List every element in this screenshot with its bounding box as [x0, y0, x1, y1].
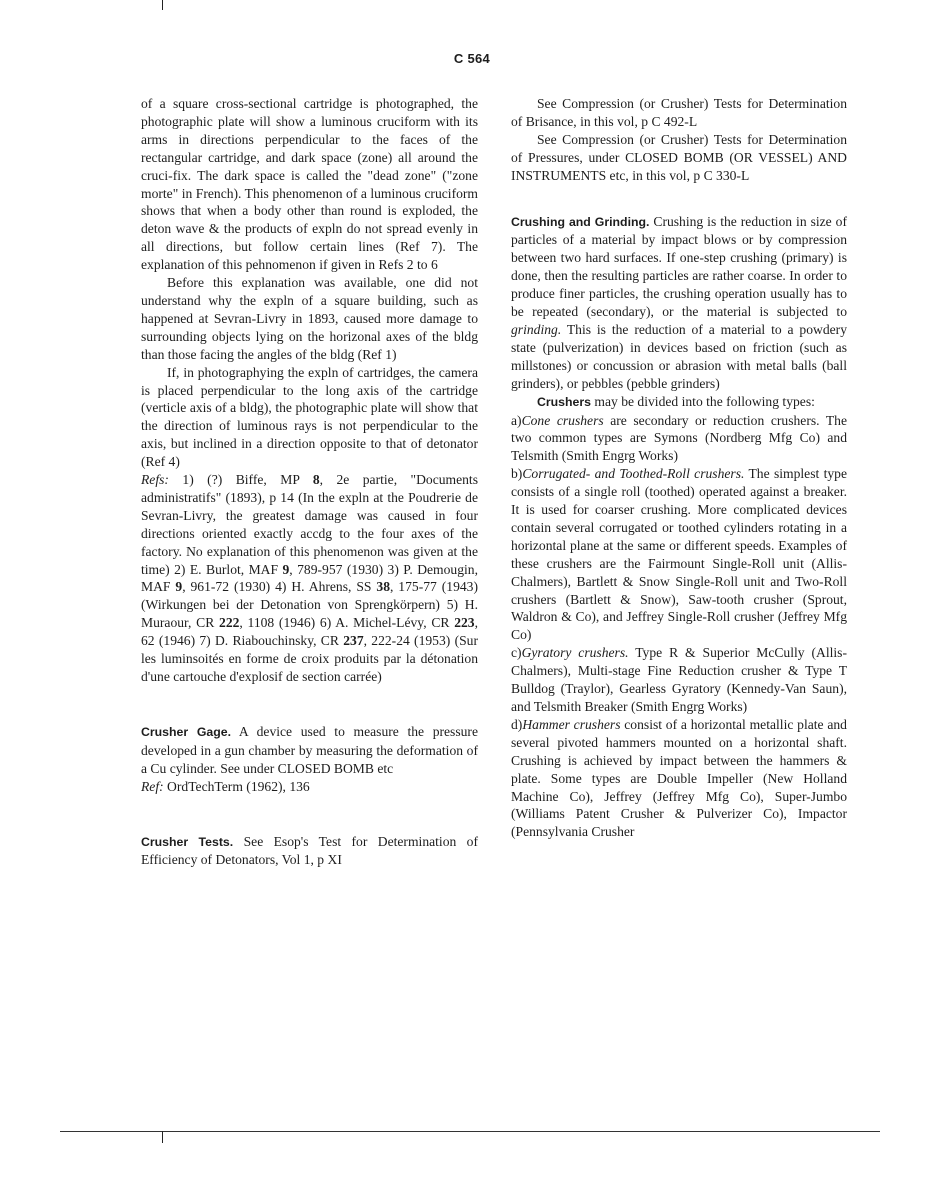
refs-label: Refs:	[141, 472, 169, 488]
crusher-type-cone	[511, 412, 847, 466]
bottom-margin-tick	[162, 1131, 163, 1143]
see-pressures-paragraph: See Compression (or Crusher) Tests for Determination of Pressures, under CLOSED BOMB (OR VESSEL) AND INSTRUMENTS etc, in this vol, p C 330-L	[511, 131, 847, 183]
crusher-type-hammer	[511, 716, 847, 841]
crushers-types-paragraph	[511, 393, 847, 412]
type-label: c)	[511, 645, 522, 661]
type-term: Cone crushers	[521, 412, 604, 428]
ref-text: , 222-24 (1953) (Sur les luminsoités en forme de croix produits par la détonation d'une cartouche d'explosif de section carrée)	[141, 633, 478, 684]
crusher-gage-heading: Crusher Gage.	[141, 724, 231, 739]
sevran-livry-paragraph: Before this explanation was available, one did not understand why the expln of a square building, such as happened at Sevran-Livry in 1893, caused more damage to surrounding objects lying on the horizonal axes of the bldg than those facing the angles of the bldg (Ref 1)	[141, 275, 478, 362]
type-text: Type R & Superior McCully (Allis-Chalmers), Multi-stage Fine Reduction crusher & Type T Bulldog (Traylor), Gearless Gyratory (Kennedy-Van Saun), and Telsmith Breaker (Smith Engrg Works)	[511, 645, 847, 714]
crusher-gage-text: A device used to measure the pressure developed in a gun chamber by measuring the deformation of a Cu cylinder. See under CLOSED BOMB etc	[141, 723, 478, 776]
references-paragraph	[141, 471, 478, 686]
crusher-tests-text: See Esop's Test for Determination of Efficiency of Detonators, Vol 1, p XI	[141, 833, 479, 868]
type-label: d)	[511, 716, 523, 732]
ref-text: , 62 (1946) 7) D. Riabouchinsky, CR	[141, 615, 478, 649]
grinding-term: grinding.	[511, 321, 562, 337]
cartridge-photo-paragraph: If, in photographying the expln of cartridges, the camera is placed perpendicular to the long axis of the cartridge (verticle axis of a bldg), the photographic plate will show that the direction of luminous rays is not perpendicular to the axis, but inclined in a direction opposite to that of detonator (Ref 4)	[141, 364, 478, 470]
ref-text: , 2e partie, "Documents administratifs" (1893), p 14 (In the expln at the Poudrerie de Sevran-Livry, the greatest damage was caused in four directions oriented exactly accdg to the four axes of the factory. No explanation of this phenomenon was given at the time) 2) E. Burlot, MAF	[141, 472, 479, 577]
type-label: a)	[511, 412, 522, 428]
crusher-type-gyratory	[511, 644, 847, 716]
crushers-text: may be divided into the following types:	[591, 393, 815, 409]
ref-volume: 9	[282, 561, 290, 577]
ref-volume: 9	[175, 579, 183, 595]
crusher-tests-entry	[141, 833, 478, 870]
crushers-term: Crushers	[537, 394, 591, 409]
ref-volume: 38	[376, 579, 390, 595]
type-term: Hammer crushers	[522, 716, 621, 732]
crusher-gage-ref	[141, 778, 478, 796]
type-text: are secondary or reduction crushers. The two common types are Symons (Nordberg Mfg Co) and Telsmith (Smith Engrg Works)	[511, 412, 847, 464]
ref-volume: 8	[312, 472, 320, 488]
crushing-text: This is the reduction of a material to a powdery state (pulverization) in devices based on friction (such as millstones) or concussion or abrasion with metal balls (ball grinders), or pebbles (pebble grinders)	[511, 321, 847, 391]
ref-volume: 223	[454, 615, 475, 631]
ref-volume: 237	[343, 633, 364, 649]
ref-text: , 961-72 (1930) 4) H. Ahrens, SS	[182, 579, 377, 595]
ref-text: 1) (?) Biffe, MP	[182, 472, 313, 488]
ref-volume: 222	[219, 615, 240, 631]
cruciform-paragraph: of a square cross-sectional cartridge is photographed, the photographic plate will show a luminous cruciform with its arms in directions perpendicular to the faces of the rectangular cartridge, and dark space (zone) all around the cruci-fix. The dark space is called the "dead zone" ("zone morte" in French). This phenomenon of a luminous cruciform shows that when a body other than round is exploded, the deton wave & the products of expln do not spread evenly in all directions, but follow certain lines (Ref 7). The explanation of this pehnomenon if given in Refs 2 to 6	[141, 96, 478, 273]
type-label: b)	[511, 466, 523, 482]
ref-text: , 1108 (1946) 6) A. Michel-Lévy, CR	[239, 615, 455, 631]
bottom-rule	[60, 1131, 880, 1132]
ref-text: OrdTechTerm (1962), 136	[163, 778, 310, 794]
crushing-text: Crushing is the reduction in size of particles of a material by impact blows or by compression between two hard surfaces. If one-step crushing (primary) is done, then the resulting particles are rather coarse. In order to produce finer particles, the crushing operation usually has to be repeated (secondary), or the material is subjected to	[511, 213, 847, 320]
page-number: C 564	[453, 51, 491, 66]
type-term: Gyratory crushers.	[521, 645, 629, 661]
ref-text: , 175-77 (1943) (Wirkungen bei der Detonation von Sprengkörpern) 5) H. Muraour, CR	[141, 579, 478, 631]
see-brisance-paragraph: See Compression (or Crusher) Tests for Determination of Brisance, in this vol, p C 492-L	[511, 96, 847, 129]
ref-text: , 789-957 (1930) 3) P. Demougin, MAF	[141, 561, 478, 595]
top-margin-tick	[162, 0, 163, 10]
crushing-grinding-heading: Crushing and Grinding.	[511, 214, 650, 229]
crusher-tests-heading: Crusher Tests.	[141, 834, 234, 849]
type-term: Corrugated- and Toothed-Roll crushers.	[522, 466, 745, 482]
ref-label: Ref:	[141, 778, 164, 794]
crusher-gage-entry	[141, 723, 478, 778]
crushing-grinding-entry	[511, 213, 847, 393]
left-column	[141, 95, 478, 869]
right-column	[511, 95, 847, 841]
type-text: The simplest type consists of a single roll (toothed) operated against a breaker. It is used for coarser crushing. More complicated devices contain several corrugated or toothed cylinders rotating in a horizontal plane at the same or different speeds. Examples of these crushers are the Fairmount Single-Roll unit (Allis-Chalmers), Bartlett & Snow Single-Roll unit and Two-Roll crushers (Bartlett & Snow), Saw-tooth crusher (Sprout, Waldron & Co), and Jeffrey Single-Roll crusher (Jeffrey Mfg Co)	[511, 466, 847, 643]
type-text: consist of a horizontal metallic plate and several pivoted hammers mounted on a horizontal shaft. Crushing is achieved by impact between the hammers & plate. Some types are Double Impeller (New Holland Machine Co), Jeffrey (Jeffrey Mfg Co), Super-Jumbo (Williams Patent Crusher & Pulverizer Co), Impactor (Pennsylvania Crusher	[511, 716, 847, 840]
crusher-type-roll	[511, 465, 847, 644]
